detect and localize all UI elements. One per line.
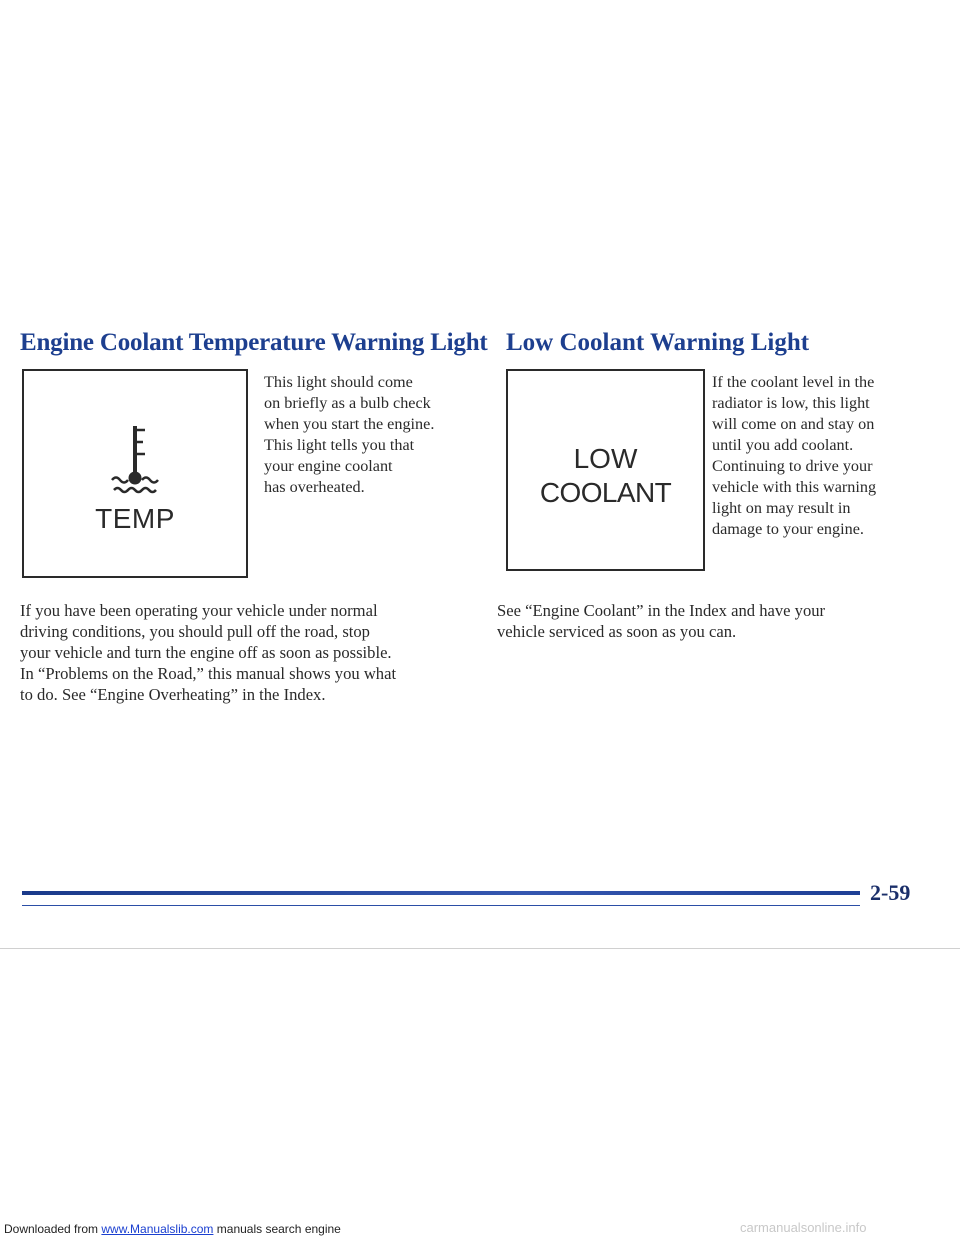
text-line: If the coolant level in the (712, 373, 875, 391)
page-rule-thick (22, 891, 860, 895)
text-line: vehicle serviced as soon as you can. (497, 622, 737, 641)
low-coolant-body-paragraph (497, 600, 825, 642)
text-line: damage to your engine. (712, 520, 864, 538)
text-line: This light tells you that (264, 436, 415, 454)
page-edge-divider (0, 948, 960, 949)
manualslib-link[interactable]: www.Manualslib.com (101, 1222, 214, 1236)
text-line: has overheated. (264, 478, 365, 496)
low-coolant-heading: Low Coolant Warning Light (506, 329, 810, 356)
text-line: to do. See “Engine Overheating” in the Index. (20, 685, 326, 704)
text-line: vehicle with this warning (712, 478, 877, 496)
text-line: your engine coolant (264, 457, 393, 475)
page-rule-thin (22, 905, 860, 906)
text-line: If you have been operating your vehicle under normal (20, 601, 378, 620)
low-coolant-indicator-line2: COOLANT (539, 477, 672, 508)
temp-body-paragraph (20, 600, 396, 705)
text-line: In “Problems on the Road,” this manual shows you what (20, 664, 397, 683)
temp-warning-heading: Engine Coolant Temperature Warning Light (20, 329, 488, 356)
temp-indicator-panel (22, 369, 248, 578)
text-line: This light should come (264, 373, 413, 391)
temp-side-description (264, 372, 434, 498)
text-line: radiator is low, this light (712, 394, 870, 412)
text-line: when you start the engine. (264, 415, 435, 433)
text-line: on briefly as a bulb check (264, 394, 431, 412)
footer-prefix: Downloaded from (4, 1222, 102, 1236)
coolant-temperature-icon (24, 420, 246, 510)
text-line: until you add coolant. (712, 436, 854, 454)
download-footer (4, 1222, 341, 1236)
text-line: See “Engine Coolant” in the Index and have your (497, 601, 826, 620)
text-line: Continuing to drive your (712, 457, 873, 475)
text-line: your vehicle and turn the engine off as soon as possible. (20, 643, 392, 662)
temp-indicator-label: TEMP (95, 503, 175, 534)
text-line: light on may result in (712, 499, 851, 517)
watermark: carmanualsonline.info (740, 1220, 867, 1235)
page-number: 2-59 (870, 880, 911, 905)
low-coolant-indicator-line1: LOW (573, 443, 638, 474)
low-coolant-side-description (712, 372, 876, 540)
low-coolant-indicator-panel (506, 369, 705, 571)
footer-suffix: manuals search engine (213, 1222, 341, 1236)
text-line: will come on and stay on (712, 415, 875, 433)
text-line: driving conditions, you should pull off the road, stop (20, 622, 370, 641)
